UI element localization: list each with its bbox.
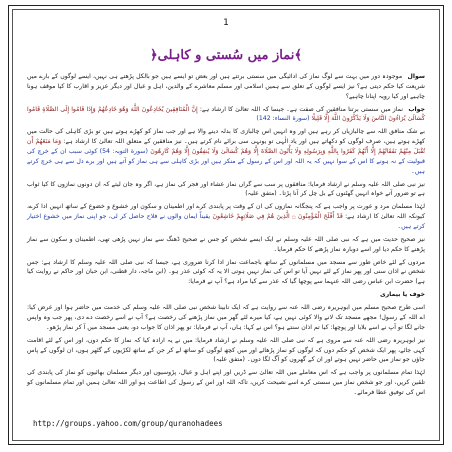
paragraph	[27, 127, 425, 176]
arabic-verse: إِنَّ الْمُنَافِقِينَ يُخَادِعُونَ اللَّهَ وَهُوَ خَادِعُهُمْ وَإِذَا قَامُوا إِلَى الصَّلَاةِ قَامُوا كُسَالَىٰ يُرَاءُونَ النَّاسَ وَلَا يَذْكُرُونَ اللَّهَ إِلَّا قَلِيلًا	[27, 105, 425, 123]
page-number: 1	[223, 18, 229, 28]
paragraph	[27, 235, 425, 255]
paragraph	[27, 105, 425, 125]
paragraph	[27, 290, 425, 300]
paragraph-reference: یقیناً ایمان والوں نے فلاح حاصل کر لی، جو اپنی نماز میں خشوع اختیار کرتے ہیں۔	[27, 213, 425, 230]
arabic-verse: قَدْ أَفْلَحَ الْمُؤْمِنُونَ ۝ الَّذِينَ هُمْ فِي صَلَاتِهِمْ خَاشِعُونَ	[210, 213, 343, 221]
paragraph-text: اسی طرح صحیح مسلم میں ابوہریرہ رضی اللہ عنہ سے روایت ہے کہ ایک نابینا شخص نبی صلی اللہ علیہ وسلم کی خدمت میں حاضر ہوا اور عرض کیا: اے اللہ کے رسول! مجھے مسجد تک لانے والا کوئی نہیں ہے، کیا میرے لئے گھر میں نماز پڑھنے کی رخصت ہے؟ آپ نے اسے رخصت دے دی، پھر جب وہ واپس جانے لگا تو آپ نے اسے بلایا اور پوچھا: کیا تم اذان سنتے ہو؟ اس نے کہا: ہاں، آپ نے فرمایا: تو پھر اذان کا جواب دو، یعنی مسجد میں آ کر نماز پڑھو۔	[27, 304, 425, 331]
paragraph-text: بے شک منافق اللہ سے چالبازیاں کر رہے ہیں اور وہ انہیں اس چالبازی کا بدلہ دینے والا ہے اور جب نماز کو کھڑے ہوتے ہیں تو بڑی کاہلی کی حالت میں کھڑے ہوتے ہیں، صرف لوگوں کو دکھاتے ہیں اور یاد الٰہی تو یونہی سی برائے نام کرتے ہیں۔ نیز منافقین کے متعلق اللہ تعالیٰ کا ارشاد ہے:	[27, 128, 426, 146]
article-body	[27, 72, 425, 401]
paragraph	[27, 180, 425, 200]
paragraph-text: مردوں کے لئے خاص طور سے مسجد میں مسلمانوں کے ساتھ باجماعت نماز ادا کرنا ضروری ہے، جیسا کہ نبی صلی اللہ علیہ وسلم کا ارشاد ہے: جس شخص نے اذان سنی اور پھر نماز کے لئے نہیں آیا تو اس کی نماز نہیں ہوتی الا یہ کہ کوئی عذر ہو۔ (ابن ماجہ، دار قطنی، ابن حبان اور حاکم نے روایت کیا ہے) حضرت ابن عباس رضی اللہ عنہما سے پوچھا گیا کہ عذر سے کیا مراد ہے؟ آپ نے فرمایا:	[27, 258, 425, 286]
inline-subheading: خوف یا بیماری	[379, 291, 425, 299]
paragraph-label: جواب	[405, 105, 426, 113]
paragraph	[27, 368, 425, 397]
paragraph-reference: (سورة التوبہ: 54) کوئی سبب ان کے خرچ کی قبولیت کے نہ ہونے کا اس کے سوا نہیں کہ یہ اللہ اور اس کے رسول کے منکر ہیں اور بڑی کاہلی سے ہی نماز کو آتے ہیں اور برے دل سے ہی خرچ کرتے ہیں۔	[27, 147, 425, 175]
footer-url[interactable]	[33, 419, 223, 428]
footer-link[interactable]: http://groups.yahoo.com/group/quranohadees	[33, 419, 223, 428]
paragraph	[27, 303, 425, 332]
paragraph	[27, 202, 425, 231]
paragraph-text: نیز ابوہریرہ رضی اللہ عنہ سے مروی ہے کہ نبی صلی اللہ علیہ وسلم نے ارشاد فرمایا: میں نے یہ ارادہ کیا کہ نماز کا حکم دوں، اور اس کے لئے اقامت کہی جائے، پھر ایک شخص کو حکم دوں کہ لوگوں کو نماز پڑھائے اور میں کچھ لوگوں کو ساتھ لے کر جن کے ساتھ لکڑیوں کے گٹھر ہوں، ان لوگوں کے پاس جاؤں جو نماز میں حاضر نہیں ہوتے اور ان کے گھروں کو آگ لگا دوں۔ (متفق علیہ)	[27, 336, 425, 364]
paragraph	[27, 258, 425, 287]
arabic-verse: وَمَا مَنَعَهُمْ أَن تُقْبَلَ مِنْهُمْ نَفَقَاتُهُمْ إِلَّا أَنَّهُمْ كَفَرُوا بِاللَّهِ وَبِرَسُولِهِ وَلَا يَأْتُونَ الصَّلَاةَ إِلَّا وَهُمْ كُسَالَىٰ وَلَا يُنفِقُونَ إِلَّا وَهُمْ كَارِهُونَ	[27, 138, 425, 155]
paragraph-text: لہٰذا مسلمان مرد و عورت پر واجب ہے کہ پنجگانہ نمازوں کی ان کے وقت پر پابندی کرے اور اطمینان و سکون اور خشوع و خضوع کے ساتھ انہیں ادا کرے، کیونکہ اللہ تعالیٰ کا ارشاد ہے:	[27, 203, 425, 221]
document-page	[8, 5, 444, 445]
paragraph-text: نیز نبی صلی اللہ علیہ وسلم نے ارشاد فرمایا: منافقوں پر سب سے گراں نماز عشاء اور فجر کی نماز ہے، اگر وہ جان لیتے کہ ان دونوں نمازوں کا کیا ثواب ہے تو ضرور آتے خواہ انہیں گھٹنوں کے بل چل کر آنا پڑتا۔ (متفق علیہ)	[27, 180, 425, 198]
paragraph-reference: (سورة النساء: 142)	[256, 115, 310, 123]
page-inner-border	[12, 9, 440, 441]
paragraph-text: نماز میں سستی برتنا منافقین کی صفت ہے۔ جیسا کہ اللہ تعالیٰ کا ارشاد ہے:	[197, 105, 403, 113]
paragraph	[27, 336, 425, 365]
page-title: ﴾نماز میں سُستی و کاہلی﴿	[150, 48, 302, 63]
paragraph-text: نیز صحیح حدیث میں ہے کہ نبی صلی اللہ علیہ وسلم نے ایک ایسے شخص کو جس نے صحیح ڈھنگ سے نماز نہیں پڑھی تھی، اطمینان و سکون سے نماز پڑھنے کا حکم دیا اور اسے دوبارہ نماز پڑھنے کا حکم فرمایا۔	[27, 235, 425, 253]
paragraph-text: موجودہ دور میں بہت سے لوگ نماز کی ادائیگی میں سستی برتتے ہیں اور بعض تو ایسے ہیں جو بالکل پڑھتے ہی نہیں، ایسے لوگوں کے بارے میں شریعت کیا حکم دیتی ہے؟ نیز ایسے لوگوں کے تعلق سے ہمیں اسلامی اور مسلم معاشرے کے والدین، اہل و عیال اور دیگر عزیز و اقارب کا کیا موقف ہونا چاہیے اور کیا رویہ اپنانا چاہیے؟	[27, 73, 425, 100]
paragraph-label: سوال	[405, 73, 425, 80]
paragraph-text: لہٰذا تمام مسلمانوں پر واجب ہے کہ اس معاملے میں اللہ تعالیٰ سے ڈریں اور اپنے اہل و عیال، پڑوسیوں اور دیگر مسلمان بھائیوں کو نماز کی پابندی کی تلقین کریں، اور جو شخص نماز میں سستی کرے اسے نصیحت کریں، تاکہ اللہ اور اس کے رسول کی اطاعت ہو اور اللہ تعالیٰ ہمیں اور تمام مسلمانوں کو اس کی توفیق عطا فرمائے۔	[27, 369, 425, 396]
paragraph	[27, 72, 425, 101]
